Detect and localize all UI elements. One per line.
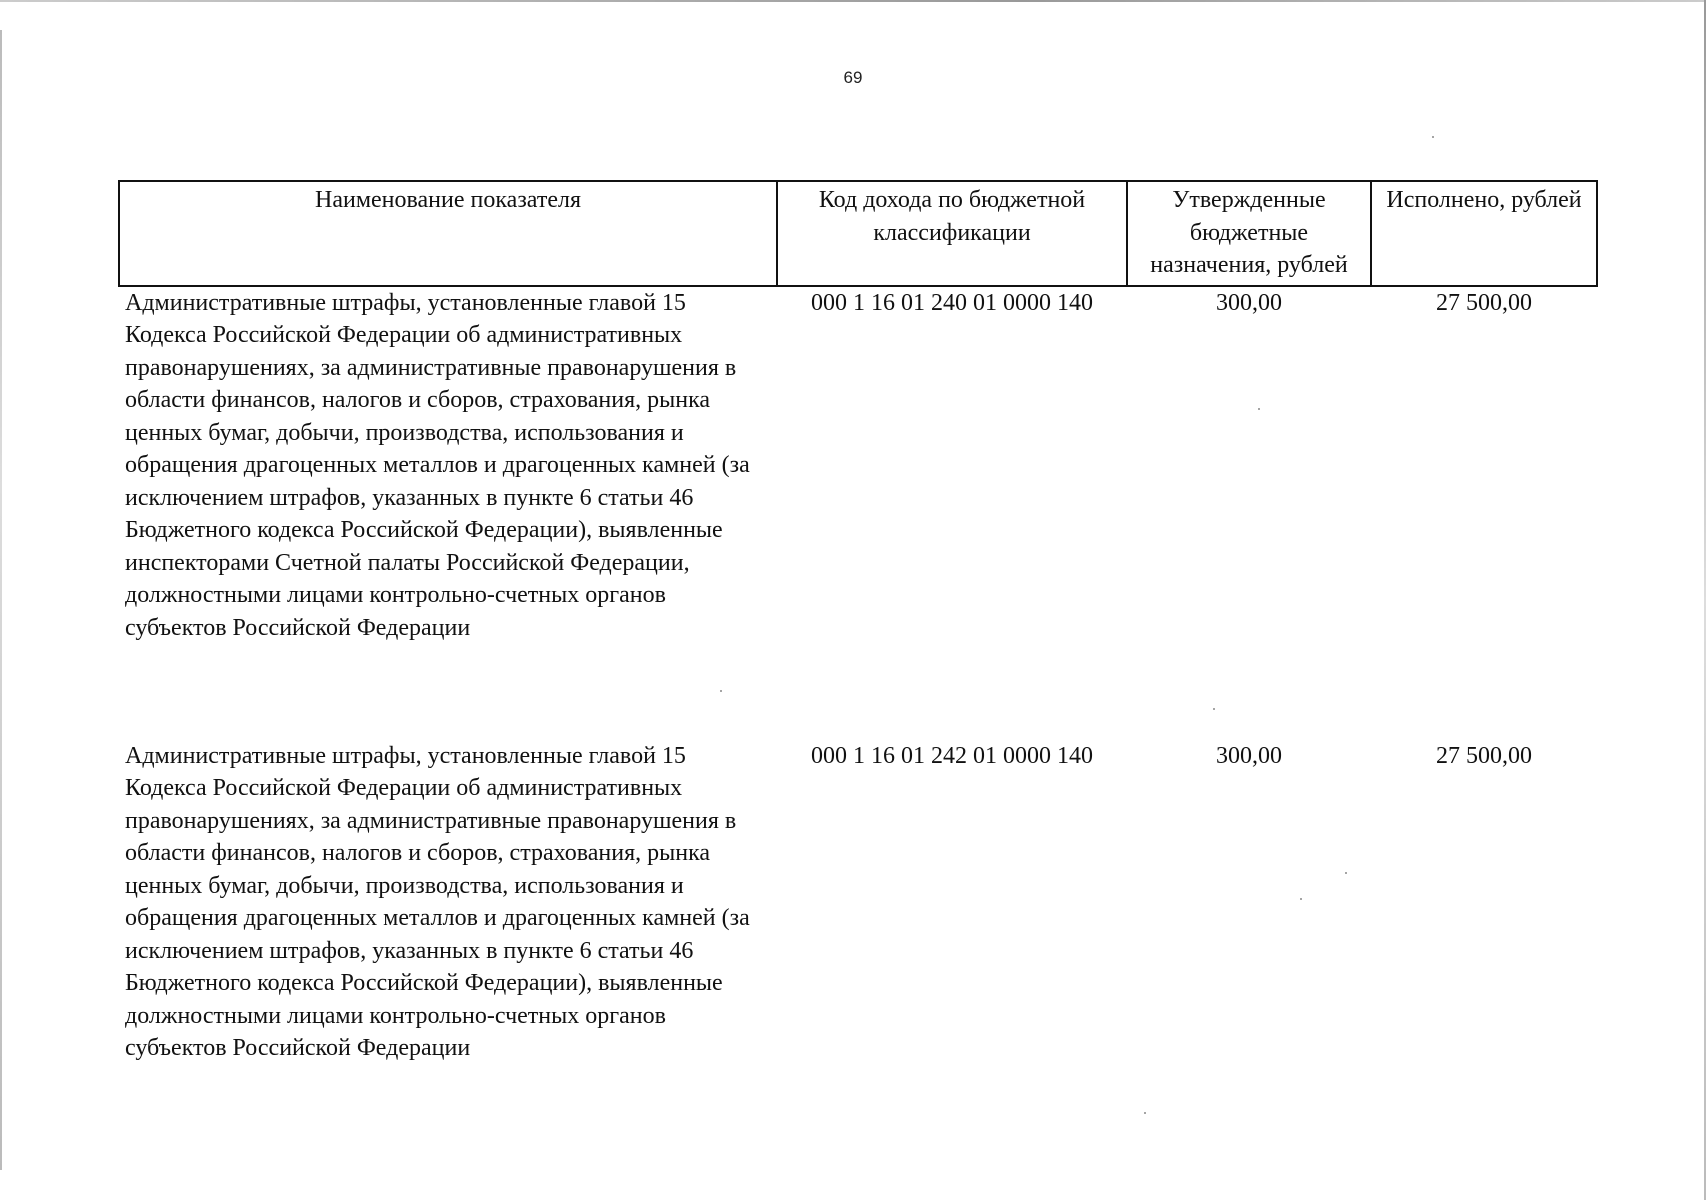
approved-amount-cell: 300,00: [1216, 742, 1282, 769]
budget-code-cell: 000 1 16 01 240 01 0000 140: [811, 289, 1093, 316]
revenue-table: [118, 180, 1598, 1065]
scan-speck: [1213, 708, 1215, 710]
scan-speck: [1258, 408, 1260, 410]
scan-speck: [1144, 1112, 1146, 1114]
page-number: 69: [843, 68, 863, 87]
table-header-row: [119, 181, 1597, 286]
table-row: [119, 286, 1597, 740]
scan-speck: [1300, 898, 1302, 900]
scan-top-edge: [0, 0, 1706, 2]
scan-speck: [720, 690, 722, 692]
scan-speck: [1432, 136, 1434, 138]
executed-amount-cell: 27 500,00: [1436, 742, 1532, 769]
table-row: [119, 740, 1597, 1065]
scan-left-edge: [0, 30, 2, 1170]
header-executed-amount: Исполнено, рублей: [1371, 181, 1597, 286]
budget-code-cell: 000 1 16 01 242 01 0000 140: [811, 742, 1093, 769]
approved-amount-cell: 300,00: [1216, 289, 1282, 316]
header-approved-amount: Утвержденные бюджетные назначения, рублей: [1127, 181, 1371, 286]
indicator-name-cell: Административные штрафы, установленные главой 15 Кодекса Российской Федерации об административных правонарушениях, за административные правонарушения в области финансов, налогов и сборов, страхования, рынка ценных бумаг, добычи, производства, использования и обращения драгоценных металлов и драгоценных камней (за исключением штрафов, указанных в пункте 6 статьи 46 Бюджетного кодекса Российской Федерации), выявленные должностными лицами контрольно-счетных органов субъектов Российской Федерации: [125, 742, 750, 1061]
scan-speck: [1345, 872, 1347, 874]
executed-amount-cell: 27 500,00: [1436, 289, 1532, 316]
header-indicator-name: Наименование показателя: [119, 181, 777, 286]
indicator-name-cell: Административные штрафы, установленные главой 15 Кодекса Российской Федерации об административных правонарушениях, за административные правонарушения в области финансов, налогов и сборов, страхования, рынка ценных бумаг, добычи, производства, использования и обращения драгоценных металлов и драгоценных камней (за исключением штрафов, указанных в пункте 6 статьи 46 Бюджетного кодекса Российской Федерации), выявленные инспекторами Счетной палаты Российской Федерации, должностными лицами контрольно-счетных органов субъектов Российской Федерации: [125, 289, 750, 641]
header-budget-code: Код дохода по бюджетной классификации: [777, 181, 1127, 286]
